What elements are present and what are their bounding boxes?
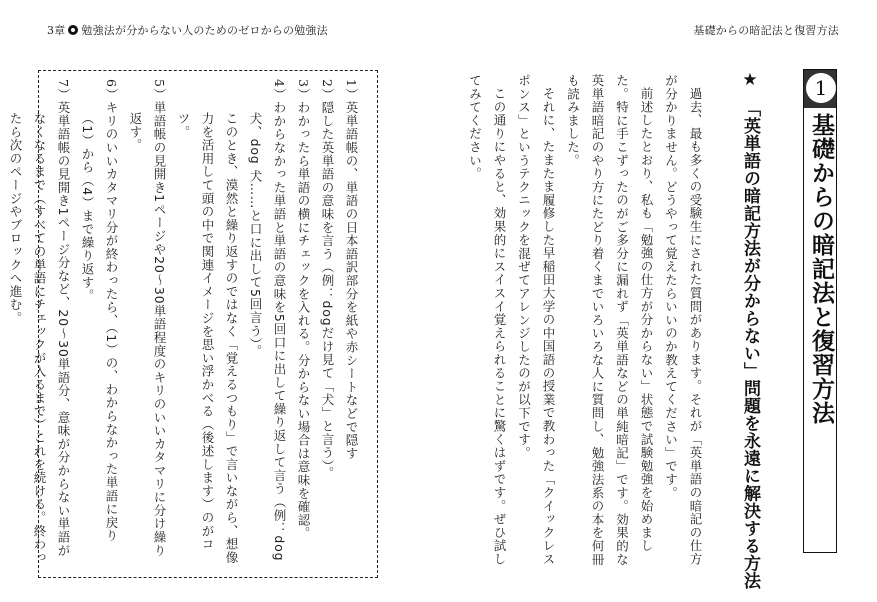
step-number: 1） [344, 79, 359, 102]
chapter-title: 基礎からの暗記法と復習方法 [808, 113, 834, 425]
steps-box [8, 70, 378, 578]
step-item [339, 79, 363, 569]
step-item [123, 79, 171, 569]
step-number: 7） [56, 79, 71, 102]
section-heading-text: 「英単語の暗記方法が分からない」問題を永遠に解決する方法 [740, 108, 760, 590]
body-paragraph: 前述したとおり、私も「勉強の仕方が分からない」状態で試験勉強を始めました。特に手こずったのがご多分に漏れず「英単語などの単純暗記」です。効果的な英単語暗記のやり方にたどり着くまでいろいろな人に質問し、勉強法系の本を何冊も読みました。 [565, 74, 654, 567]
step-number: 2） [320, 79, 335, 102]
step-item [75, 79, 123, 569]
star-icon: ★ [740, 70, 760, 91]
steps-list [3, 79, 363, 569]
step-continuation: このとき、漠然と繰り返すのではなく「覚えるつもり」で言いながら、想像力を活用して頭の中で関連イメージを思い浮かべる（後述します）のがコツ。 [176, 111, 239, 564]
body-paragraph: 過去、最も多くの受験生にされた質問があります。それが「英単語の暗記の仕方が分かりません。どうやって覚えたらいいのか教えてください」です。 [663, 74, 703, 566]
running-head-left [47, 22, 328, 38]
step-item [291, 79, 315, 569]
step-number: 4） [272, 79, 287, 102]
step-text: 隠した英単語の意味を言う（例：dogだけ見て「犬」と言う）。 [320, 101, 335, 480]
section-heading [738, 70, 762, 590]
chapter-number-circle: 1 [806, 73, 836, 103]
step-text: キリのいいカタマリ分が終わったら、（1）の、わからなかった単語に戻り（1）から（4）まで繰り返す。 [80, 101, 119, 543]
black-circle-bullet-icon [68, 25, 78, 35]
step-item [3, 79, 75, 569]
step-number: 5） [152, 79, 167, 102]
step-text: 単語帳の見開き1ページや20～30単語程度のキリのいいカタマリに分け繰り返す。 [128, 101, 167, 558]
chapter-label: 3章 [47, 24, 66, 37]
step-text: 英単語帳の、単語の日本語訳部分を紙や赤シートなどで隠す [344, 101, 359, 461]
body-paragraph: それに、たまたま履修した早稲田大学の中国語の授業で教わった「クイックレスポンス」というテクニックを混ぜてアレンジしたのが以下です。 [516, 74, 556, 566]
step-text: 英単語帳の見開き1ページ分など、20～30単語分、意味が分からない単語がなくなるまで（すべての単語にチェックが入るまで）これを続ける。終わったら次のページやブロックへ進む。 [8, 101, 71, 564]
running-head-right: 基礎からの暗記法と復習方法 [693, 24, 839, 37]
chapter-subtitle: 勉強法が分からない人のためのゼロからの勉強法 [81, 24, 328, 37]
step-text: わかったら単語の横にチェックを入れる。分からない場合は意味を確認。 [296, 101, 311, 540]
step-item [315, 79, 339, 569]
body-text [462, 74, 707, 574]
chapter-number-band [804, 70, 836, 108]
body-paragraph: この通りにやると、効果的にスイスイ覚えられることに驚くはずです。ぜひ試してみてください。 [467, 74, 507, 566]
step-text: わからなかった単語と単語の意味を5回口に出して繰り返して言う（例：dog 犬、dog 犬……と口に出して5回言う）。 [248, 101, 287, 562]
chapter-title-box [803, 69, 837, 553]
step-number: 6） [104, 79, 119, 102]
step-item [243, 79, 291, 569]
step-number: 3） [296, 79, 311, 102]
